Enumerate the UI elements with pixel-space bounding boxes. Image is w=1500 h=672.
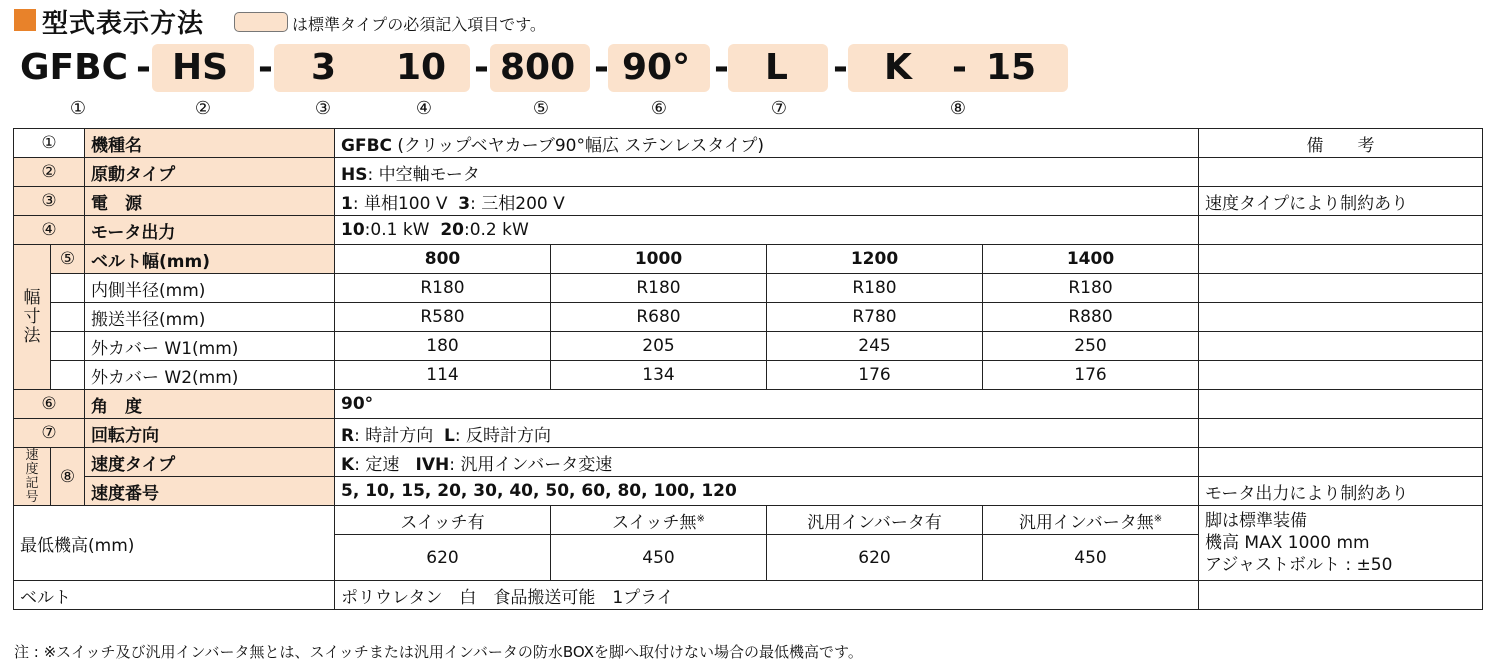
table-cell: 汎用インバータ有 [767, 506, 983, 535]
table-cell: 114 [335, 361, 551, 390]
row-number: ③ [14, 187, 85, 216]
table-cell: R180 [335, 274, 551, 303]
speed-group-text: 速度記号 [25, 447, 39, 505]
row-value: ポリウレタン 白 食品搬送可能 1プライ [335, 581, 1199, 610]
row-value: R: 時計方向 L: 反時計方向 [335, 419, 1199, 448]
row-number-empty [51, 274, 85, 303]
legend-swatch [234, 12, 288, 32]
row-remark [1199, 158, 1483, 187]
row-label: ベルト [14, 581, 335, 610]
code-speed-no: 15 [986, 47, 1037, 88]
row-label: 最低機高(mm) [14, 506, 335, 581]
row-number: ⑥ [14, 390, 85, 419]
row-label: 機種名 [85, 129, 335, 158]
row-remark [1199, 419, 1483, 448]
note-mark: ※ [1153, 512, 1163, 524]
table-cell: 205 [551, 332, 767, 361]
row-remark [1199, 390, 1483, 419]
row-remark: 速度タイプにより制約あり [1199, 187, 1483, 216]
table-row [14, 332, 1483, 361]
table-cell: スイッチ無※ [551, 506, 767, 535]
table-cell: 134 [551, 361, 767, 390]
width-group-label [14, 245, 51, 390]
row-value: 10:0.1 kW 20:0.2 kW [335, 216, 1199, 245]
row-number: ⑦ [14, 419, 85, 448]
row-label: 電 源 [85, 187, 335, 216]
table-row [14, 245, 1483, 274]
table-cell: スイッチ有 [335, 506, 551, 535]
table-row [14, 448, 1483, 477]
row-value: 90° [335, 390, 1199, 419]
row-number: ④ [14, 216, 85, 245]
belt-width-cell: 1200 [767, 245, 983, 274]
code-separator: - [714, 47, 729, 88]
table-cell: R680 [551, 303, 767, 332]
row-label: 回転方向 [85, 419, 335, 448]
row-label: 内側半径(mm) [85, 274, 335, 303]
code-drive: HS [172, 47, 229, 88]
remarks-header: 備 考 [1199, 129, 1483, 158]
code-number: ④ [415, 98, 433, 119]
row-label: 外カバー W2(mm) [85, 361, 335, 390]
row-value: 1: 単相100 V 3: 三相200 V [335, 187, 1199, 216]
row-remark: モータ出力により制約あり [1199, 477, 1483, 506]
row-number-empty [51, 361, 85, 390]
table-cell: 245 [767, 332, 983, 361]
table-cell: R180 [983, 274, 1199, 303]
code-separator: - [474, 47, 489, 88]
row-value: K: 定速 IVH: 汎用インバータ変速 [335, 448, 1199, 477]
table-cell: 250 [983, 332, 1199, 361]
row-remark [1199, 361, 1483, 390]
code-separator: - [833, 47, 848, 88]
table-row [14, 361, 1483, 390]
page-title: 型式表示方法 [42, 9, 205, 39]
code-belt: 800 [500, 47, 576, 88]
row-remark [1199, 303, 1483, 332]
table-cell: R180 [551, 274, 767, 303]
row-remark: 脚は標準装備 機高 MAX 1000 mm アジャストボルト : ±50 [1199, 506, 1483, 581]
table-row [14, 129, 1483, 158]
table-cell: R180 [767, 274, 983, 303]
row-number-empty [51, 332, 85, 361]
row-label: 搬送半径(mm) [85, 303, 335, 332]
title-marker [14, 9, 36, 31]
row-remark [1199, 245, 1483, 274]
table-cell: 180 [335, 332, 551, 361]
row-remark [1199, 216, 1483, 245]
spec-table [13, 128, 1483, 610]
speed-group-label [14, 448, 51, 506]
code-number: ⑧ [949, 98, 967, 119]
code-speed-type: K [884, 47, 912, 88]
table-row [14, 303, 1483, 332]
belt-width-cell: 1400 [983, 245, 1199, 274]
row-value: HS: 中空軸モータ [335, 158, 1199, 187]
row-remark [1199, 332, 1483, 361]
belt-width-cell: 1000 [551, 245, 767, 274]
table-cell: R780 [767, 303, 983, 332]
row-label: 外カバー W1(mm) [85, 332, 335, 361]
row-value: 5, 10, 15, 20, 30, 40, 50, 60, 80, 100, 120 [335, 477, 1199, 506]
code-number: ⑥ [650, 98, 668, 119]
code-motor: 10 [396, 47, 447, 88]
row-number: ⑧ [51, 448, 85, 506]
code-prefix: GFBC [20, 47, 128, 88]
code-number: ① [69, 98, 87, 119]
table-cell: 620 [335, 535, 551, 581]
table-cell: 176 [983, 361, 1199, 390]
row-label: 速度タイプ [85, 448, 335, 477]
table-cell: 450 [983, 535, 1199, 581]
code-number: ⑦ [770, 98, 788, 119]
table-cell: 450 [551, 535, 767, 581]
table-row [14, 216, 1483, 245]
table-row [14, 506, 1483, 535]
row-remark [1199, 274, 1483, 303]
code-power: 3 [311, 47, 337, 88]
belt-width-cell: 800 [335, 245, 551, 274]
table-row [14, 419, 1483, 448]
legend-text: は標準タイプの必須記入項目です。 [292, 15, 546, 34]
table-row [14, 158, 1483, 187]
row-number-empty [51, 303, 85, 332]
table-row [14, 581, 1483, 610]
code-separator: - [258, 47, 273, 88]
table-row [14, 477, 1483, 506]
code-number: ② [194, 98, 212, 119]
table-row [14, 187, 1483, 216]
row-number: ② [14, 158, 85, 187]
table-cell: 176 [767, 361, 983, 390]
note-mark: ※ [696, 512, 705, 524]
width-group-text: 幅寸法 [23, 287, 41, 346]
table-cell: 汎用インバータ無※ [983, 506, 1199, 535]
row-label: 速度番号 [85, 477, 335, 506]
row-value: GFBC (クリップベヤカーブ90°幅広 ステンレスタイプ) [335, 129, 1199, 158]
row-label: モータ出力 [85, 216, 335, 245]
table-row [14, 274, 1483, 303]
row-number: ① [14, 129, 85, 158]
row-label: ベルト幅(mm) [85, 245, 335, 274]
table-cell: R580 [335, 303, 551, 332]
code-separator: - [952, 47, 967, 88]
row-number: ⑤ [51, 245, 85, 274]
code-angle: 90° [622, 47, 691, 88]
code-number: ⑤ [532, 98, 550, 119]
code-separator: - [594, 47, 609, 88]
code-separator: - [136, 47, 151, 88]
row-remark [1199, 448, 1483, 477]
code-direction: L [765, 47, 788, 88]
row-label: 原動タイプ [85, 158, 335, 187]
table-cell: 620 [767, 535, 983, 581]
table-cell: R880 [983, 303, 1199, 332]
footnote: 注 : ※スイッチ及び汎用インバータ無とは、スイッチまたは汎用インバータの防水BOXを脚へ取付けない場合の最低機高です。 [14, 643, 863, 661]
table-row [14, 390, 1483, 419]
code-number: ③ [314, 98, 332, 119]
row-remark [1199, 581, 1483, 610]
row-label: 角 度 [85, 390, 335, 419]
